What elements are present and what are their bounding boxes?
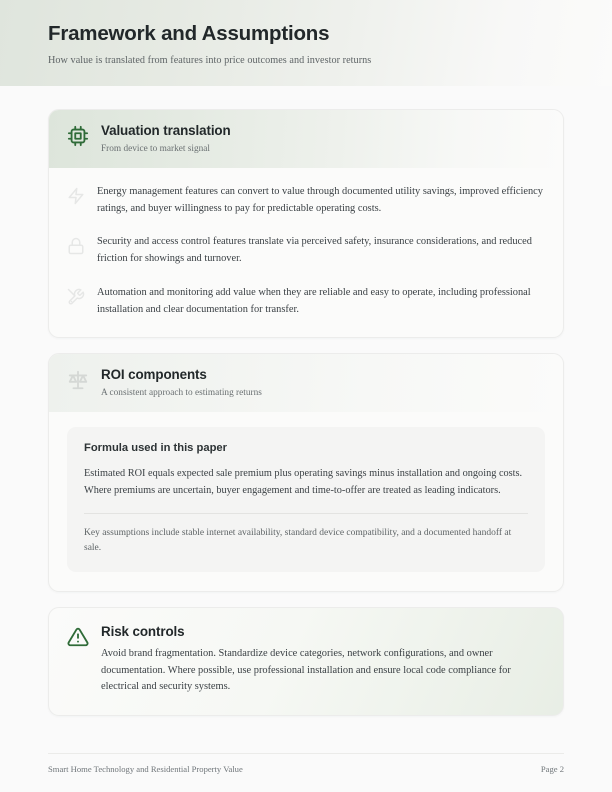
card-subtitle: From device to market signal bbox=[101, 143, 210, 154]
list-item bbox=[67, 184, 545, 218]
page-header bbox=[0, 0, 612, 86]
card-title: Valuation translation bbox=[101, 123, 231, 138]
footer-document-title: Smart Home Technology and Residential Property Value bbox=[48, 764, 243, 774]
tools-icon bbox=[67, 288, 85, 306]
page-content bbox=[0, 86, 612, 716]
card-valuation-translation bbox=[48, 109, 564, 338]
card-header-text bbox=[101, 367, 545, 398]
card-header-text bbox=[101, 123, 545, 154]
formula-title: Formula used in this paper bbox=[84, 441, 227, 454]
list-item bbox=[67, 234, 545, 268]
page-title: Framework and Assumptions bbox=[48, 22, 330, 45]
card-body bbox=[101, 624, 543, 697]
card-header bbox=[49, 354, 563, 412]
card-text: Avoid brand fragmentation. Standardize device categories, network configurations, and owner documentation. Where possible, use professional installation and ensure local code compliance for electrical and security systems. bbox=[101, 647, 511, 693]
list-item-text: Energy management features can convert to value through documented utility savings, improved efficiency ratings, and buyer willingness to pay for predictable operating costs. bbox=[97, 185, 543, 214]
formula-box bbox=[67, 427, 545, 572]
lock-icon bbox=[67, 237, 85, 255]
formula-note: Key assumptions include stable internet availability, standard device compatibility, and a documented handoff at sale. bbox=[84, 527, 512, 553]
card-title: Risk controls bbox=[101, 623, 185, 639]
card-risk-controls bbox=[48, 607, 564, 717]
card-roi-components bbox=[48, 353, 564, 592]
formula-text: Estimated ROI equals expected sale premium plus operating savings minus installation and ongoing costs. Where premiums are uncertain, buyer engagement and time-to-offer are treated as leading indicators. bbox=[84, 467, 523, 496]
card-body bbox=[49, 168, 563, 337]
page-footer bbox=[48, 753, 564, 774]
footer-page-number: Page 2 bbox=[540, 764, 564, 774]
card-subtitle: A consistent approach to estimating returns bbox=[101, 387, 262, 398]
card-body bbox=[49, 412, 563, 591]
lightning-bolt-icon bbox=[67, 187, 85, 205]
scales-balance-icon bbox=[67, 369, 89, 391]
card-title: ROI components bbox=[101, 366, 207, 382]
list-item-text: Automation and monitoring add value when they are reliable and easy to operate, including professional installation and clear documentation for transfer. bbox=[97, 287, 531, 315]
list-item bbox=[67, 285, 545, 319]
warning-triangle-icon bbox=[67, 626, 89, 648]
cpu-chip-icon bbox=[67, 125, 89, 147]
card-header bbox=[49, 110, 563, 168]
divider bbox=[84, 513, 528, 514]
page-subtitle: How value is translated from features into price outcomes and investor returns bbox=[48, 54, 372, 66]
list-item-text: Security and access control features translate via perceived safety, insurance considerations, and reduced friction for showings and turnover. bbox=[97, 236, 532, 265]
